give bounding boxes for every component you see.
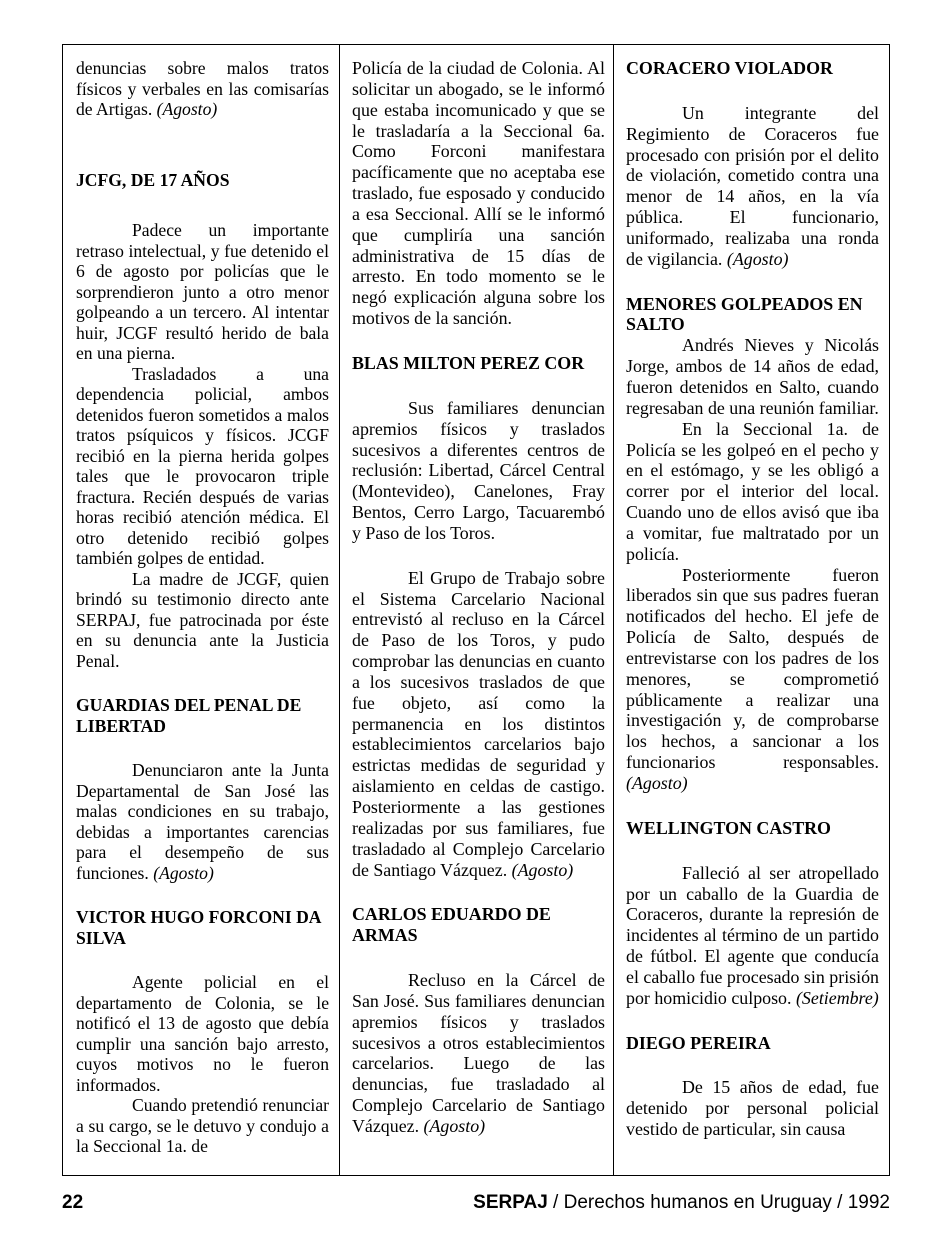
paragraph: Recluso en la Cárcel de San José. Sus familiares denuncian apremios físicos y traslados sucesivos a otros establecimientos carcelarios. Luego de las denuncias, fue trasladado al Complejo Carcelario de Santiago Vázquez. (Agosto) xyxy=(352,970,605,1136)
section-heading: DIEGO PEREIRA xyxy=(626,1032,771,1053)
section-heading: VICTOR HUGO FORCONI DA SILVA xyxy=(76,907,321,948)
column-3 xyxy=(626,58,879,1140)
column-1 xyxy=(76,58,329,1157)
paragraph: Agente policial en el departamento de Colonia, se le notificó el 13 de agosto que debía cumplir una sanción bajo arresto, cuyos motivos no le fueron informados. xyxy=(76,972,329,1095)
section-heading: JCFG, DE 17 AÑOS xyxy=(76,169,230,190)
publisher-name: SERPAJ xyxy=(473,1192,548,1213)
paragraph: Un integrante del Regimiento de Coraceros fue procesado con prisión por el delito de violación, cometido contra una menor de 14 años, en la vía pública. El funcionario, uniformado, realizaba una ronda de vigilancia. (Agosto) xyxy=(626,102,879,269)
section-heading: CORACERO VIOLADOR xyxy=(626,58,833,78)
paragraph: La madre de JCGF, quien brindó su testimonio directo ante SERPAJ, fue patrocinada por éste en su denuncia ante la Justicia Penal. xyxy=(76,568,329,671)
paragraph: En la Seccional 1a. de Policía se les golpeó en el pecho y en el estómago, y se les obligó a correr por el interior del local. Cuando uno de ellos avisó que iba a vomitar, fue maltratado por un policía. xyxy=(626,418,879,564)
paragraph: Denunciaron ante la Junta Departamental de San José las malas condiciones en su trabajo, debidas a importantes carencias para el desempeño de sus funciones. (Agosto) xyxy=(76,760,329,883)
paragraph: Trasladados a una dependencia policial, ambos detenidos fueron sometidos a malos tratos psíquicos y físicos. JCGF recibió en la pierna herida golpes tales que le provocaron triple fractura. Recién después de varias horas recibió atención médica. El otro detenido recibió golpes también golpes de entidad. xyxy=(76,363,329,568)
section-heading: GUARDIAS DEL PENAL DE LIBERTAD xyxy=(76,695,302,736)
column-2 xyxy=(352,58,605,1137)
column-divider-1 xyxy=(339,44,340,1176)
paragraph: De 15 años de edad, fue detenido por personal policial vestido de particular, sin causa xyxy=(626,1077,879,1140)
section-heading: WELLINGTON CASTRO xyxy=(626,817,831,838)
paragraph: El Grupo de Trabajo sobre el Sistema Carcelario Nacional entrevistó al recluso en la Cárcel de Paso de los Toros, y pudo comprobar las denuncias en cuanto a los sucesivos traslados de que fue objeto, así como la permanencia en los distintos establecimientos carcelarios bajo estrictas medidas de seguridad y aislamiento en celdas de castigo. Posteriormente a las gestiones realizadas por sus familiares, fue trasladado al Complejo Carcelario de Santiago Vázquez. (Agosto) xyxy=(352,567,605,880)
paragraph: Policía de la ciudad de Colonia. Al solicitar un abogado, se le informó que estaba incomunicado y que se le trasladaría a la Seccional 6a. Como Forconi manifestara pacíficamente que no aceptaba ese traslado, fue esposado y conducido a esa Seccional. Allí se le informó que cumpliría una sanción administrativa de 15 días de arresto. En todo momento se le negó explicación alguna sobre los motivos de la sanción. xyxy=(352,58,605,329)
paragraph: Falleció al ser atropellado por un caballo de la Guardia de Coraceros, durante la represión de incidentes al término de un partido de fútbol. El agente que conducía el caballo fue procesado sin prisión por homicidio culposo. (Setiembre) xyxy=(626,862,879,1008)
section-heading: CARLOS EDUARDO DE ARMAS xyxy=(352,904,551,946)
page-number: 22 xyxy=(62,1192,84,1213)
column-divider-2 xyxy=(613,44,614,1176)
publication-title: / Derechos humanos en Uruguay / 1992 xyxy=(547,1192,890,1213)
section-heading: MENORES GOLPEADOS EN SALTO xyxy=(626,293,863,335)
paragraph: Cuando pretendió renunciar a su cargo, se le detuvo y condujo a la Seccional 1a. de xyxy=(76,1095,329,1156)
paragraph: Padece un importante retraso intelectual, y fue detenido el 6 de agosto por policías que le sorprendieron junto a otro menor golpeando a un tercero. Al intentar huir, JCGF resultó herido de bala en una pierna. xyxy=(76,220,329,363)
section-heading: BLAS MILTON PEREZ COR xyxy=(352,352,585,373)
paragraph: denuncias sobre malos tratos físicos y verbales en las comisarías de Artigas. (Agosto) xyxy=(76,58,329,119)
paragraph: Andrés Nieves y Nicolás Jorge, ambos de 14 años de edad, fueron detenidos en Salto, cuando regresaban de una reunión familiar. xyxy=(626,335,879,418)
paragraph: Sus familiares denuncian apremios físicos y traslados sucesivos a diferentes centros de reclusión: Libertad, Cárcel Central (Montevideo), Canelones, Fray Bentos, Cerro Largo, Tacuarembó y Paso de los Toros. xyxy=(352,397,605,543)
paragraph: Posteriormente fueron liberados sin que sus padres fueran notificados del hecho. El jefe de Policía de Salto, después de entrevistarse con los padres de los menores, se comprometió públicamente a realizar una investigación y, de comprobarse los hechos, a sancionar a los funcionarios responsables. (Agosto) xyxy=(626,564,879,793)
publication-footer xyxy=(473,1192,890,1214)
